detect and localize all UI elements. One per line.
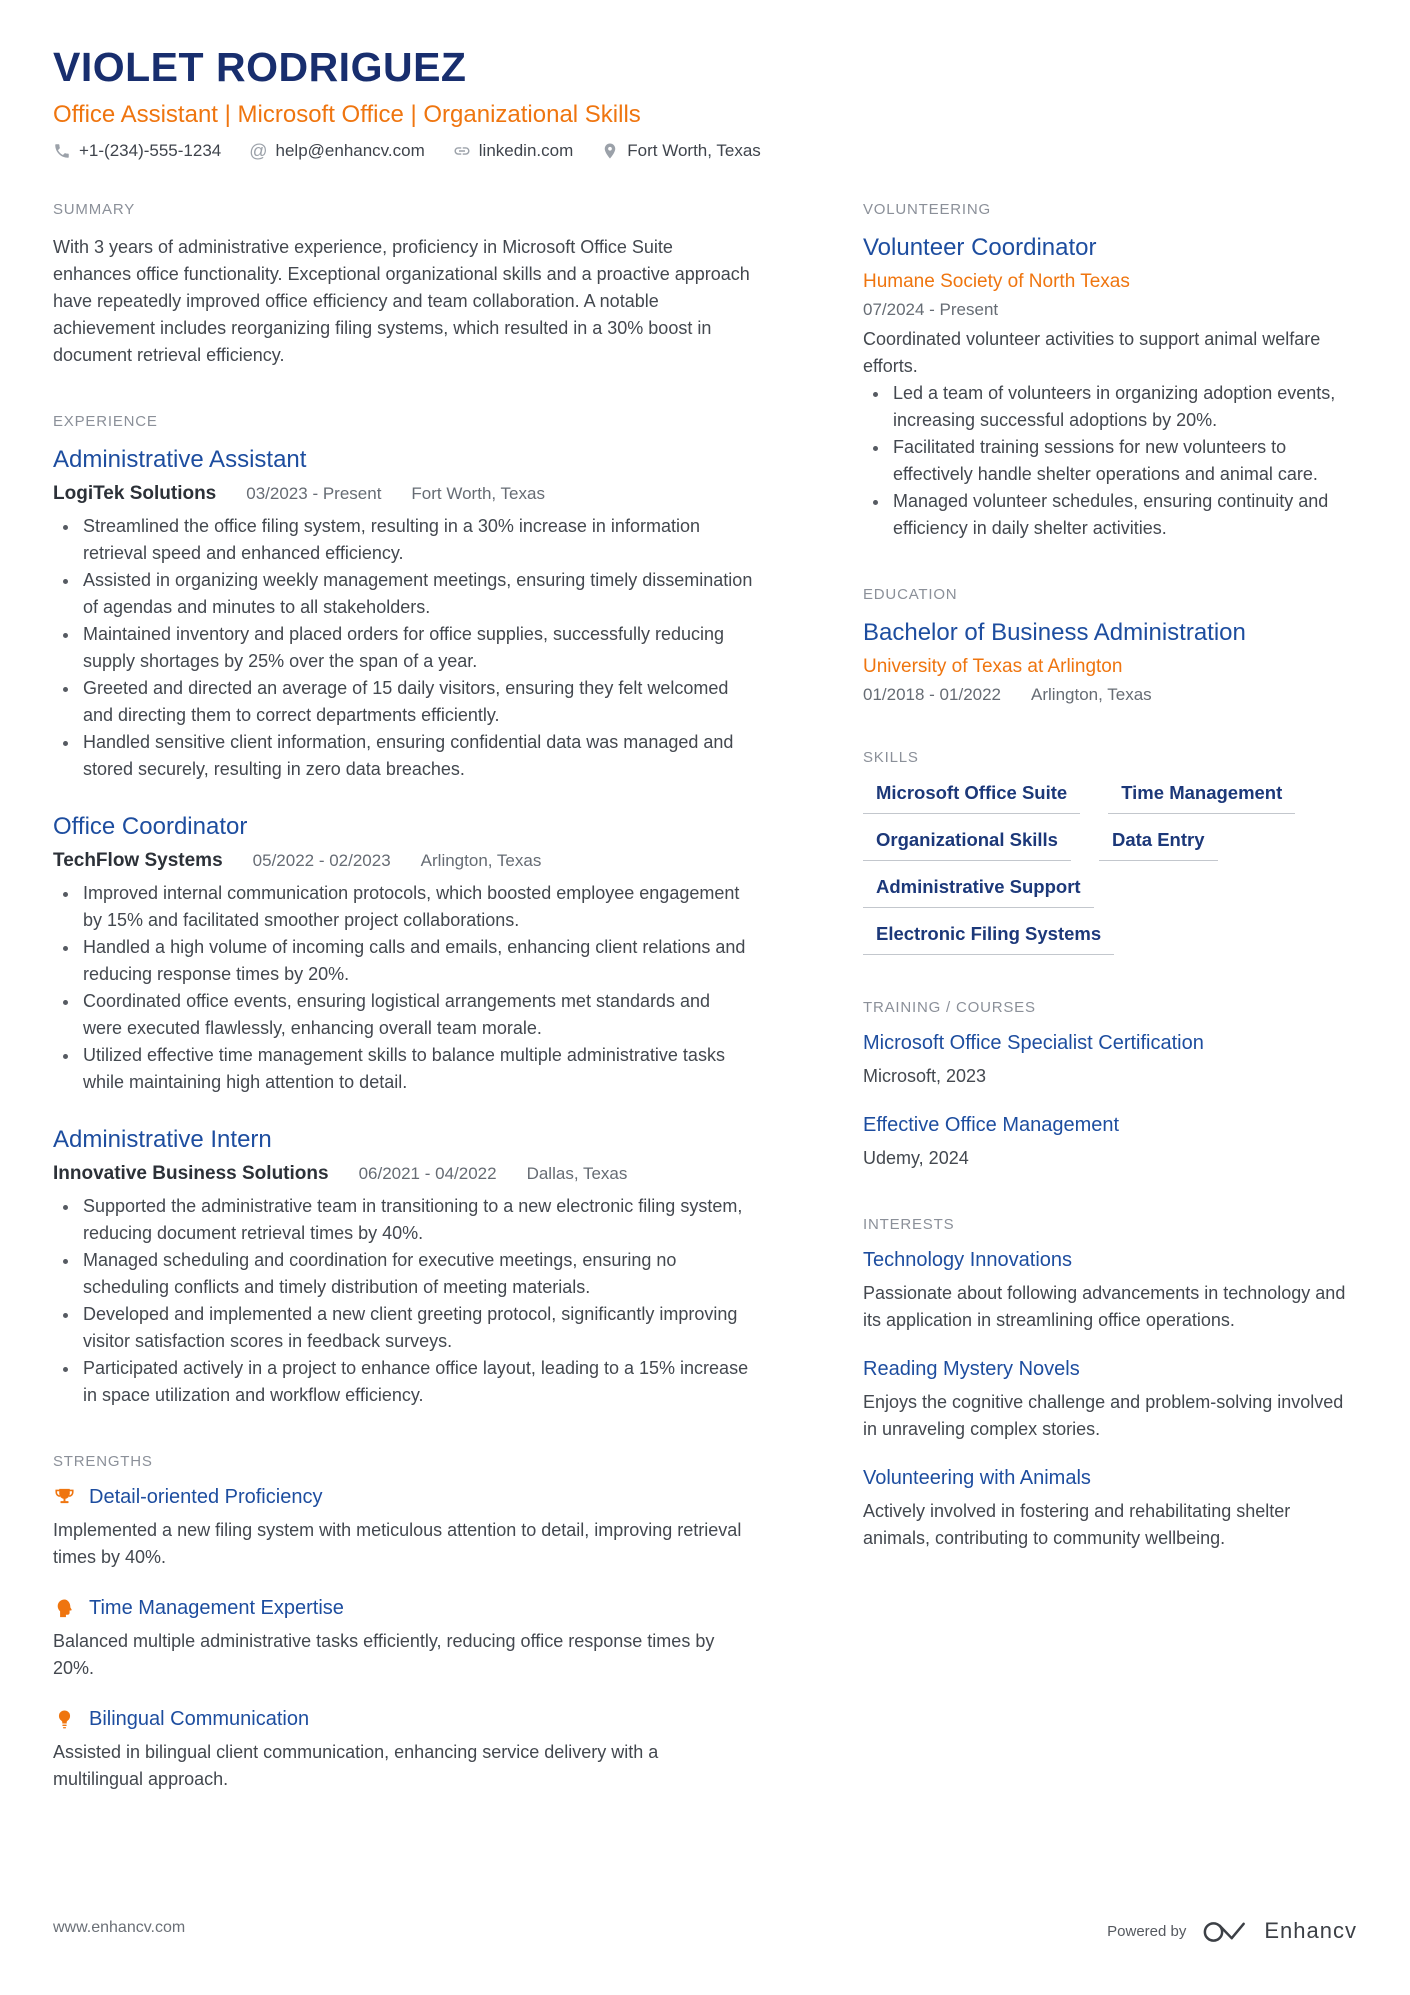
job-bullet: • Maintained inventory and placed orders for office supplies, successfully reducing supply shortages by 25% over the span of a year. bbox=[80, 621, 753, 675]
interest-description: Actively involved in fostering and rehabilitating shelter animals, contributing to community wellbeing. bbox=[863, 1501, 1291, 1548]
course-provider: Udemy, 2024 bbox=[863, 1148, 969, 1168]
job-bullet: • Streamlined the office filing system, resulting in a 30% increase in information retrieval speed and enhanced efficiency. bbox=[80, 513, 753, 567]
strengths-section bbox=[53, 1453, 753, 1793]
volunteer-bullet: • Managed volunteer schedules, ensuring continuity and efficiency in daily shelter activities. bbox=[890, 488, 1357, 542]
job-bullet: • Supported the administrative team in transitioning to a new electronic filing system, reducing document retrieval times by 40%. bbox=[80, 1193, 753, 1247]
volunteer-role: Volunteer Coordinator bbox=[863, 234, 1097, 261]
education-location: Arlington, Texas bbox=[1031, 685, 1152, 704]
contact-email-text: help@enhancv.com bbox=[275, 141, 425, 160]
section-label-interests: INTERESTS bbox=[863, 1216, 955, 1233]
job-bullets bbox=[53, 1193, 753, 1409]
course-item bbox=[863, 1114, 1357, 1172]
job-bullet: • Utilized effective time management skills to balance multiple administrative tasks while maintaining high attention to detail. bbox=[80, 1042, 753, 1096]
volunteer-bullet: • Facilitated training sessions for new volunteers to effectively handle shelter operations and animal care. bbox=[890, 434, 1357, 488]
course-title: Effective Office Management bbox=[863, 1114, 1120, 1136]
job-bullet: • Handled sensitive client information, ensuring confidential data was managed and stored securely, resulting in zero data breaches. bbox=[80, 729, 753, 783]
training-section bbox=[863, 999, 1357, 1172]
interest-item bbox=[863, 1358, 1357, 1443]
skill-tag: Electronic Filing Systems bbox=[863, 923, 1114, 955]
job-title: Office Coordinator bbox=[53, 813, 248, 840]
skill-tag: Data Entry bbox=[1099, 829, 1218, 861]
section-label-summary: SUMMARY bbox=[53, 201, 135, 218]
brand-name: Enhancv bbox=[1264, 1918, 1357, 1943]
phone-icon bbox=[53, 142, 71, 160]
interest-item bbox=[863, 1249, 1357, 1334]
contact-phone[interactable] bbox=[53, 141, 221, 161]
powered-by-block[interactable] bbox=[1107, 1917, 1357, 1945]
skill-list bbox=[863, 782, 1357, 955]
contact-phone-text: +1-(234)-555-1234 bbox=[79, 141, 222, 160]
job-dates: 05/2022 - 02/2023 bbox=[252, 851, 391, 870]
job-bullet: • Coordinated office events, ensuring logistical arrangements met standards and were executed flawlessly, enhancing overall team morale. bbox=[80, 988, 753, 1042]
skill-tag: Time Management bbox=[1108, 782, 1295, 814]
job-bullet: • Managed scheduling and coordination for executive meetings, ensuring no scheduling conflicts and timely distribution of meeting materials. bbox=[80, 1247, 753, 1301]
trophy-icon bbox=[53, 1486, 76, 1509]
contact-linkedin[interactable] bbox=[453, 141, 574, 161]
section-label-volunteering: VOLUNTEERING bbox=[863, 201, 991, 218]
experience-entry bbox=[53, 446, 753, 783]
strength-item bbox=[53, 1597, 753, 1682]
job-bullet: • Greeted and directed an average of 15 daily visitors, ensuring they felt welcomed and directing them to correct departments efficiently. bbox=[80, 675, 753, 729]
interest-description: Passionate about following advancements in technology and its application in streamlining office operations. bbox=[863, 1283, 1346, 1330]
job-company: TechFlow Systems bbox=[53, 850, 223, 871]
volunteer-bullets bbox=[863, 380, 1357, 542]
website-link[interactable]: www.enhancv.com bbox=[53, 1919, 186, 1936]
at-icon: @ bbox=[249, 141, 268, 161]
powered-by-label: Powered by bbox=[1107, 1922, 1187, 1940]
contact-linkedin-text: linkedin.com bbox=[478, 141, 574, 160]
link-icon bbox=[453, 142, 471, 160]
course-item bbox=[863, 1032, 1357, 1090]
strength-title: Detail-oriented Proficiency bbox=[89, 1486, 323, 1508]
job-title: Administrative Assistant bbox=[53, 446, 307, 473]
interest-title: Technology Innovations bbox=[863, 1249, 1073, 1271]
contact-location-text: Fort Worth, Texas bbox=[627, 141, 761, 160]
job-bullet: • Participated actively in a project to enhance office layout, leading to a 15% increase in space utilization and workflow efficiency. bbox=[80, 1355, 753, 1409]
job-location: Fort Worth, Texas bbox=[411, 484, 545, 503]
experience-section bbox=[53, 413, 753, 1409]
section-label-strengths: STRENGTHS bbox=[53, 1453, 153, 1470]
education-section bbox=[863, 586, 1357, 705]
volunteering-section bbox=[863, 201, 1357, 542]
interest-title: Reading Mystery Novels bbox=[863, 1358, 1080, 1380]
job-bullet: • Improved internal communication protocols, which boosted employee engagement by 15% and facilitated smoother project collaborations. bbox=[80, 880, 753, 934]
volunteer-dates: 07/2024 - Present bbox=[863, 300, 999, 319]
interest-item bbox=[863, 1467, 1357, 1552]
interest-title: Volunteering with Animals bbox=[863, 1467, 1091, 1489]
strength-item bbox=[53, 1708, 753, 1793]
job-bullets bbox=[53, 880, 753, 1096]
job-company: Innovative Business Solutions bbox=[53, 1163, 329, 1184]
lightbulb-icon bbox=[53, 1708, 76, 1731]
volunteer-organization: Humane Society of North Texas bbox=[863, 271, 1130, 292]
school-name: University of Texas at Arlington bbox=[863, 656, 1123, 677]
job-bullets bbox=[53, 513, 753, 783]
strength-description: Implemented a new filing system with meticulous attention to detail, improving retrieval times by 40%. bbox=[53, 1520, 742, 1567]
candidate-headline: Office Assistant | Microsoft Office | Organizational Skills bbox=[53, 101, 641, 128]
contact-email[interactable] bbox=[249, 141, 425, 161]
degree-title: Bachelor of Business Administration bbox=[863, 619, 1246, 646]
job-dates: 06/2021 - 04/2022 bbox=[358, 1164, 497, 1183]
course-title: Microsoft Office Specialist Certification bbox=[863, 1032, 1204, 1054]
contact-row bbox=[53, 141, 1357, 161]
enhancv-logo-icon bbox=[1202, 1917, 1248, 1945]
summary-text: With 3 years of administrative experience, proficiency in Microsoft Office Suite enhances office functionality. Exceptional organizational skills and a proactive approach have repeatedly improved office efficiency and team collaboration. A notable achievement includes reorganizing filing systems, which resulted in a 30% boost in document retrieval efficiency. bbox=[53, 237, 750, 365]
strength-title: Bilingual Communication bbox=[89, 1708, 310, 1730]
experience-entry bbox=[53, 813, 753, 1096]
job-bullet: • Developed and implemented a new client greeting protocol, significantly improving visitor satisfaction scores in feedback surveys. bbox=[80, 1301, 753, 1355]
summary-section bbox=[53, 201, 753, 369]
candidate-name: VIOLET RODRIGUEZ bbox=[53, 44, 467, 90]
volunteer-bullet: • Led a team of volunteers in organizing adoption events, increasing successful adoptions by 20%. bbox=[890, 380, 1357, 434]
skill-tag: Organizational Skills bbox=[863, 829, 1071, 861]
head-icon bbox=[53, 1597, 76, 1620]
job-bullet: • Assisted in organizing weekly management meetings, ensuring timely dissemination of agendas and minutes to all stakeholders. bbox=[80, 567, 753, 621]
job-bullet: • Handled a high volume of incoming calls and emails, enhancing client relations and reducing response times by 20%. bbox=[80, 934, 753, 988]
job-title: Administrative Intern bbox=[53, 1126, 272, 1153]
section-label-experience: EXPERIENCE bbox=[53, 413, 158, 430]
job-company: LogiTek Solutions bbox=[53, 483, 217, 504]
strength-description: Assisted in bilingual client communication, enhancing service delivery with a multilingual approach. bbox=[53, 1742, 659, 1789]
skill-tag: Administrative Support bbox=[863, 876, 1094, 908]
experience-entry bbox=[53, 1126, 753, 1409]
skill-tag: Microsoft Office Suite bbox=[863, 782, 1080, 814]
section-label-training: TRAINING / COURSES bbox=[863, 999, 1036, 1016]
contact-location bbox=[601, 141, 761, 161]
strength-item bbox=[53, 1486, 753, 1571]
skills-section bbox=[863, 749, 1357, 955]
course-provider: Microsoft, 2023 bbox=[863, 1066, 987, 1086]
interest-description: Enjoys the cognitive challenge and problem-solving involved in unraveling complex stories. bbox=[863, 1392, 1344, 1439]
volunteer-description: Coordinated volunteer activities to support animal welfare efforts. bbox=[863, 329, 1321, 376]
strength-title: Time Management Expertise bbox=[89, 1597, 344, 1619]
section-label-skills: SKILLS bbox=[863, 749, 919, 766]
interests-section bbox=[863, 1216, 1357, 1552]
job-dates: 03/2023 - Present bbox=[246, 484, 382, 503]
location-icon bbox=[601, 142, 619, 160]
strength-description: Balanced multiple administrative tasks efficiently, reducing office response times by 20%. bbox=[53, 1631, 715, 1678]
job-location: Arlington, Texas bbox=[420, 851, 542, 870]
job-location: Dallas, Texas bbox=[526, 1164, 628, 1183]
section-label-education: EDUCATION bbox=[863, 586, 958, 603]
resume-header bbox=[53, 44, 1357, 161]
education-dates: 01/2018 - 01/2022 bbox=[863, 685, 1002, 704]
